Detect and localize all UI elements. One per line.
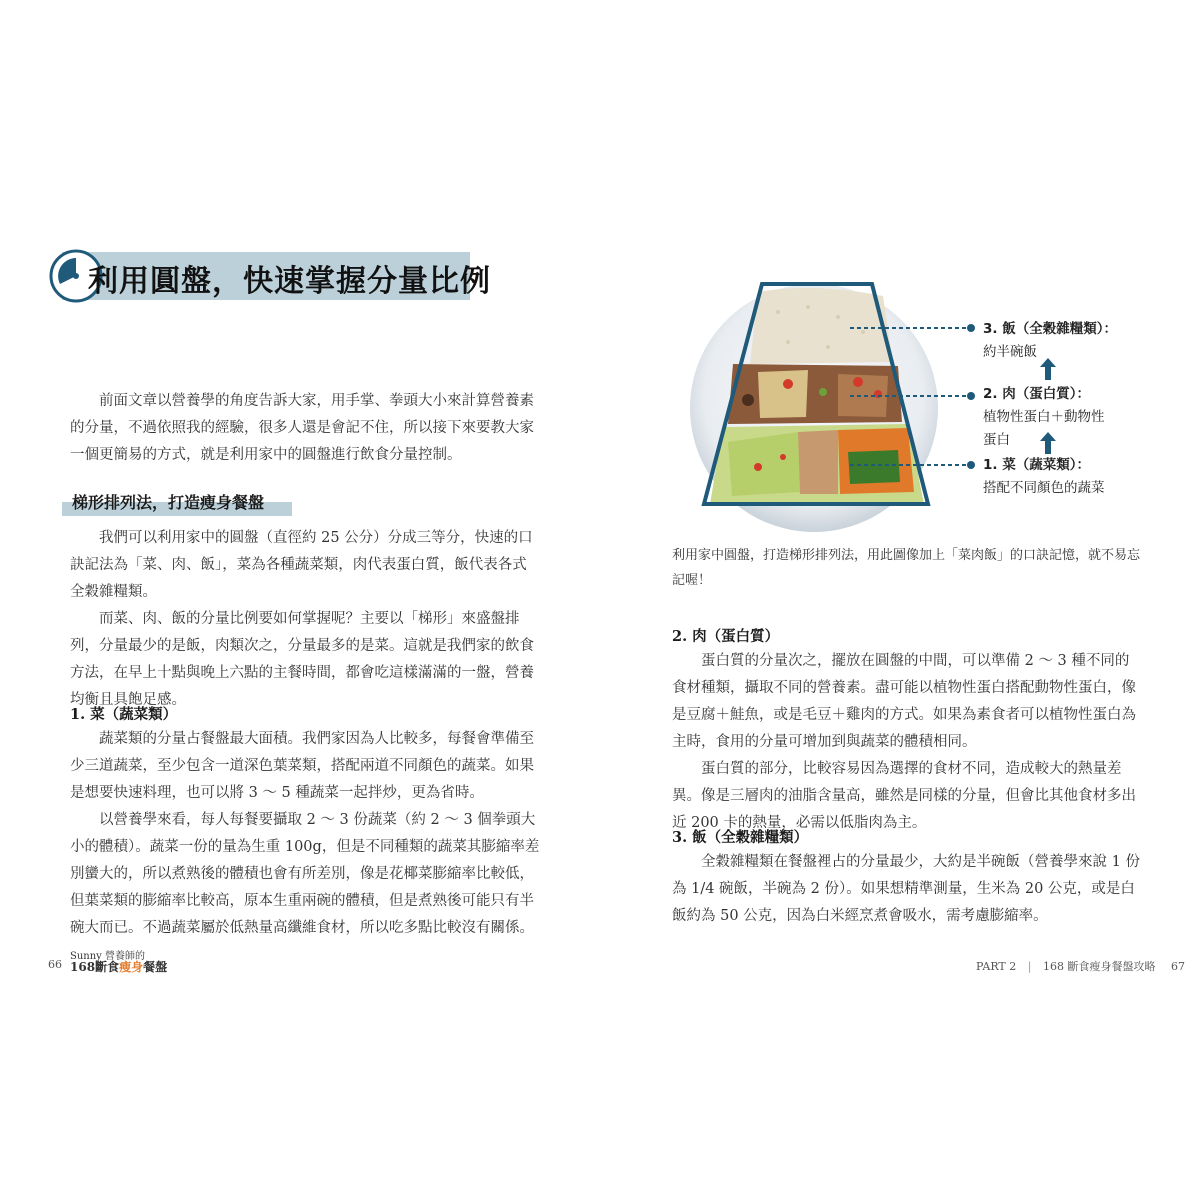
label-meat-title: 2. 肉（蛋白質）： [983, 386, 1090, 402]
intro-text [70, 388, 540, 469]
method-paragraph: 而菜、肉、飯的分量比例要如何掌握呢？主要以「梯形」來盛盤排列，分量最少的是飯，肉類次之，分量最多的是菜。這就是我們家的飲食方法，在早上十點與晚上六點的主餐時間，都會吃這樣滿滿的一盤，營養均衡且具飽足感。 [70, 611, 534, 708]
book-brand [70, 952, 167, 974]
method-paragraph: 我們可以利用家中的圓盤（直徑約 25 公分）分成三等分，快速的口訣記法為「菜、肉、飯」，菜為各種蔬菜類，肉代表蛋白質，飯代表各式全穀雜糧類。 [70, 530, 533, 600]
label-meat-desc2: 蛋白 [983, 432, 1010, 448]
diagram-leaders [850, 310, 990, 490]
meat-paragraph: 蛋白質的部分，比較容易因為選擇的食材不同，造成較大的熱量差異。像是三層肉的油脂含量高，雖然是同樣的分量，但會比其他食材多出近 200 卡的熱量，必需以低脂肉為主。 [672, 761, 1136, 831]
page-number-left: 66 [48, 958, 62, 971]
label-veg [983, 454, 1105, 500]
label-veg-title: 1. 菜（蔬菜類）： [983, 457, 1090, 473]
label-rice-title: 3. 飯（全穀雜糧類）： [983, 321, 1117, 337]
leader-dot-meat [967, 392, 975, 400]
meat-heading: 2. 肉（蛋白質） [672, 628, 780, 645]
footer-part: PART 2 [976, 960, 1017, 973]
arrow-up-icon [1040, 432, 1056, 454]
footer-separator: | [1027, 960, 1032, 973]
figure-caption: 利用家中圓盤，打造梯形排列法，用此圖像加上「菜肉飯」的口訣記憶，就不易忘記喔！ [672, 548, 1141, 588]
veg-text [70, 726, 540, 942]
meat-text [672, 648, 1142, 837]
rice-text [672, 849, 1142, 930]
section-heading [62, 490, 292, 518]
method-text [70, 525, 540, 714]
rice-heading: 3. 飯（全穀雜糧類） [672, 829, 809, 846]
label-veg-desc: 搭配不同顏色的蔬菜 [983, 480, 1105, 496]
leader-dot-veg [967, 461, 975, 469]
brand-part3: 餐盤 [143, 960, 168, 974]
running-footer [976, 958, 1185, 974]
rice-paragraph: 全穀雜糧類在餐盤裡占的分量最少，大約是半碗飯（營養學來說 1 份為 1/4 碗飯，半碗為 2 份）。如果想精準測量，生米為 20 公克，或是白飯約為 50 公克，因為白米經烹煮會吸水，需考慮膨縮率。 [672, 854, 1140, 924]
veg-paragraph: 以營養學來看，每人每餐要攝取 2 ～ 3 份蔬菜（約 2 ～ 3 個拳頭大小的體積）。蔬菜一份的量為生重 100g，但是不同種類的蔬菜其膨縮率差別蠻大的，所以煮熟後的體積也會有所差別，像是花椰菜膨縮率比較低，但葉菜類的膨縮率比較高，原本生重兩碗的體積，但是煮熟後可能只有半碗大而已。不過蔬菜屬於低熱量高纖維食材，所以吃多點比較沒有關係。 [70, 812, 540, 936]
arrow-up-icon [1040, 358, 1056, 380]
footer-title: 168 斷食瘦身餐盤攻略 [1042, 960, 1156, 973]
label-meat-desc1: 植物性蛋白＋動物性 [983, 409, 1105, 425]
veg-heading: 1. 菜（蔬菜類） [70, 706, 178, 723]
page-title: 利用圓盤，快速掌握分量比例 [88, 264, 491, 299]
brand-part2: 瘦身 [119, 960, 144, 974]
page-number-right: 67 [1170, 960, 1185, 973]
section-title: 梯形排列法，打造瘦身餐盤 [72, 493, 265, 512]
veg-paragraph: 蔬菜類的分量占餐盤最大面積。我們家因為人比較多，每餐會準備至少三道蔬菜，至少包含一道深色葉菜類，搭配兩道不同顏色的蔬菜。如果是想要快速料理，也可以將 3 ～ 5 種蔬菜一起拌炒，更為省時。 [70, 731, 534, 801]
label-rice-desc: 約半碗飯 [983, 344, 1037, 360]
leader-dot-rice [967, 324, 975, 332]
meat-paragraph: 蛋白質的分量次之，擺放在圓盤的中間，可以準備 2 ～ 3 種不同的食材種類，攝取不同的營養素。盡可能以植物性蛋白搭配動物性蛋白，像是豆腐＋鮭魚，或是毛豆＋雞肉的方式。如果為素食者可以植物性蛋白為主時，食用的分量可增加到與蔬菜的體積相同。 [672, 653, 1136, 750]
intro-paragraph: 前面文章以營養學的角度告訴大家，用手掌、拳頭大小來計算營養素的分量，不過依照我的經驗，很多人還是會記不住，所以接下來要教大家一個更簡易的方式，就是利用家中的圓盤進行飲食分量控制。 [70, 393, 534, 463]
brand-part1: 168斷食 [70, 960, 120, 974]
brand-line1: Sunny 營養師的 [70, 951, 145, 962]
